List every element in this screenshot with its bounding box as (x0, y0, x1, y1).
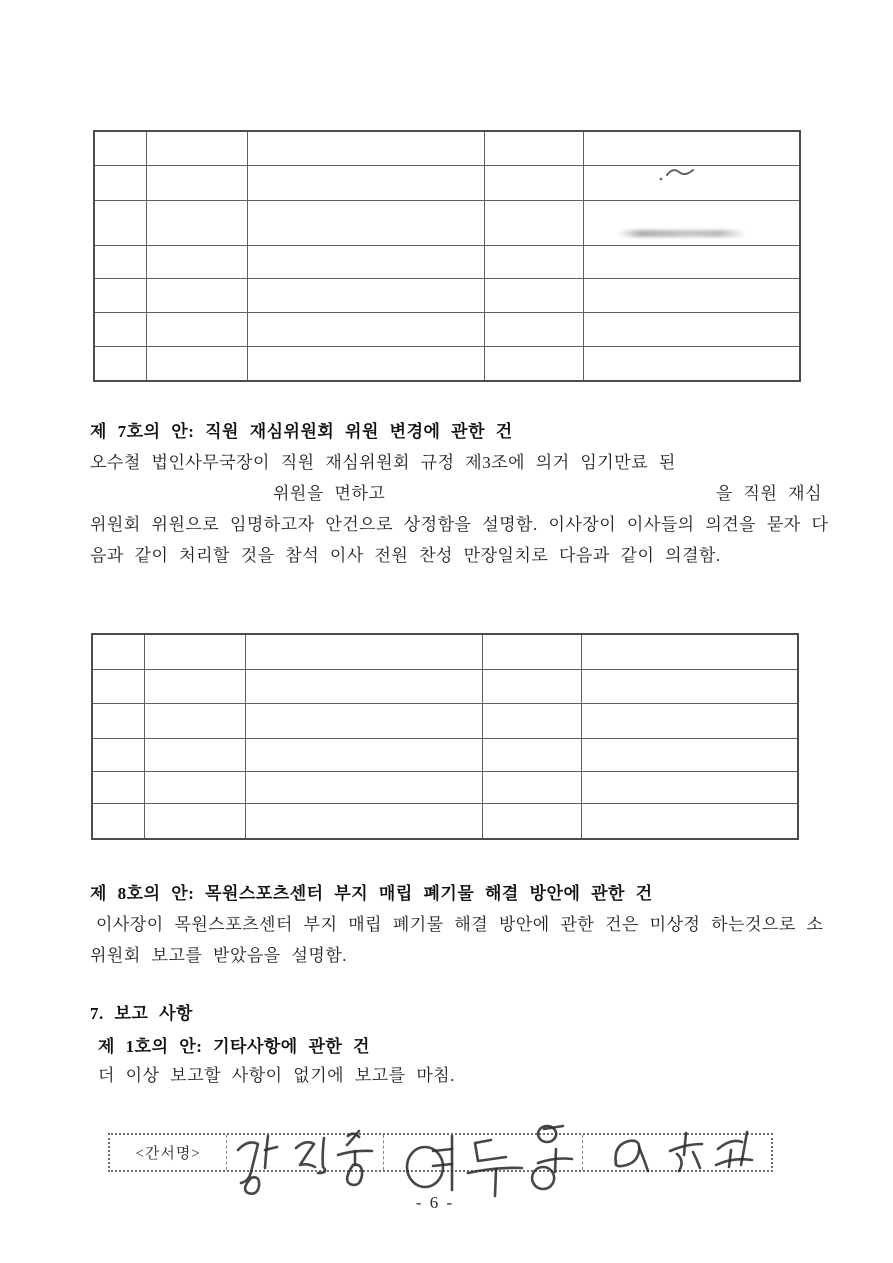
table-cell (248, 346, 485, 381)
table-cell (246, 669, 483, 703)
table-cell (248, 165, 485, 200)
table-cell (147, 312, 248, 346)
table-row (94, 200, 800, 245)
table-row (92, 738, 798, 771)
table-cell (582, 634, 799, 669)
table-cell (147, 245, 248, 278)
table-row (94, 131, 800, 165)
table-row (94, 346, 800, 381)
table-cell (145, 738, 246, 771)
signature-scribble-3 (616, 1132, 752, 1171)
table-cell (248, 245, 485, 278)
stray-tilde-mark (655, 163, 703, 185)
signature-box-label: <간서명> (135, 1146, 201, 1162)
table-cell (147, 165, 248, 200)
table-row (94, 312, 800, 346)
table-cell (485, 165, 584, 200)
scan-smudge (618, 230, 746, 237)
table-cell (483, 738, 582, 771)
table-cell (92, 703, 145, 738)
table-cell (147, 200, 248, 245)
table-cell (483, 634, 582, 669)
table-cell (246, 703, 483, 738)
table-cell (485, 346, 584, 381)
table-cell (92, 669, 145, 703)
report-item-heading: 제 1호의 안: 기타사항에 관한 건 (98, 1037, 370, 1056)
table-cell (584, 200, 801, 245)
signature-scribble-2 (407, 1126, 572, 1196)
table-cell (584, 278, 801, 312)
report-line1: 더 이상 보고할 사항이 없기에 보고를 마침. (98, 1066, 455, 1085)
table-cell (92, 634, 145, 669)
table-cell (147, 346, 248, 381)
table-cell (145, 669, 246, 703)
table-cell (145, 703, 246, 738)
table-cell (94, 165, 147, 200)
agenda8-heading: 제 8호의 안: 목원스포츠센터 부지 매립 폐기물 해결 방안에 관한 건 (90, 884, 653, 903)
agenda7-line4: 음과 같이 처리할 것을 참석 이사 전원 찬성 만장일치로 다음과 같이 의결함. (90, 546, 721, 565)
report-heading: 7. 보고 사항 (90, 1004, 193, 1023)
table-cell (145, 803, 246, 839)
table-cell (94, 245, 147, 278)
agenda7-line2-left: 위원을 면하고 (273, 484, 386, 503)
table-row (92, 634, 798, 669)
table-cell (94, 346, 147, 381)
table-cell (246, 634, 483, 669)
agenda7-line2-right: 을 직원 재심 (715, 484, 822, 503)
resolution-table-lower (91, 633, 799, 840)
page-number: - 6 - (415, 1193, 455, 1212)
table-cell (92, 803, 145, 839)
table-row (92, 803, 798, 839)
table-row (92, 771, 798, 803)
table-cell (483, 703, 582, 738)
table-cell (582, 771, 799, 803)
table-cell (483, 669, 582, 703)
table-row (92, 669, 798, 703)
table-cell (246, 738, 483, 771)
table-cell (485, 278, 584, 312)
signature-scribble-1 (238, 1131, 372, 1194)
table-cell (485, 200, 584, 245)
table-cell (147, 131, 248, 165)
table-cell (94, 131, 147, 165)
table-cell (94, 312, 147, 346)
table-cell (485, 131, 584, 165)
table-cell (582, 738, 799, 771)
table-row (94, 278, 800, 312)
table-row (94, 245, 800, 278)
table-cell (485, 312, 584, 346)
table-cell (92, 738, 145, 771)
table-cell (584, 312, 801, 346)
agenda8-line2: 위원회 보고를 받았음을 설명함. (90, 946, 347, 965)
table-cell (92, 771, 145, 803)
table-cell (145, 634, 246, 669)
table-cell (582, 703, 799, 738)
table-row (92, 703, 798, 738)
table-cell (582, 803, 799, 839)
agenda7-line1: 오수철 법인사무국장이 직원 재심위원회 규정 제3조에 의거 임기만료 된 (90, 453, 676, 472)
agenda8-line1: 이사장이 목원스포츠센터 부지 매립 폐기물 해결 방안에 관한 건은 미상정 하는것으로 소 (96, 915, 824, 934)
table-cell (94, 200, 147, 245)
agenda7-heading: 제 7호의 안: 직원 재심위원회 위원 변경에 관한 건 (90, 422, 513, 441)
table-cell (584, 131, 801, 165)
agenda7-line2 (90, 484, 830, 504)
table-cell (582, 669, 799, 703)
table-cell (584, 245, 801, 278)
agenda7-line3: 위원회 위원으로 임명하고자 안건으로 상정함을 설명함. 이사장이 이사들의 의견을 묻자 다 (90, 515, 829, 534)
table-cell (145, 771, 246, 803)
table-cell (246, 771, 483, 803)
table-cell (584, 346, 801, 381)
table-cell (147, 278, 248, 312)
table-cell (248, 200, 485, 245)
table-cell (246, 803, 483, 839)
table-cell (485, 245, 584, 278)
table-cell (248, 278, 485, 312)
table-cell (94, 278, 147, 312)
table-cell (483, 803, 582, 839)
table-cell (248, 131, 485, 165)
table-cell (248, 312, 485, 346)
table-cell (483, 771, 582, 803)
